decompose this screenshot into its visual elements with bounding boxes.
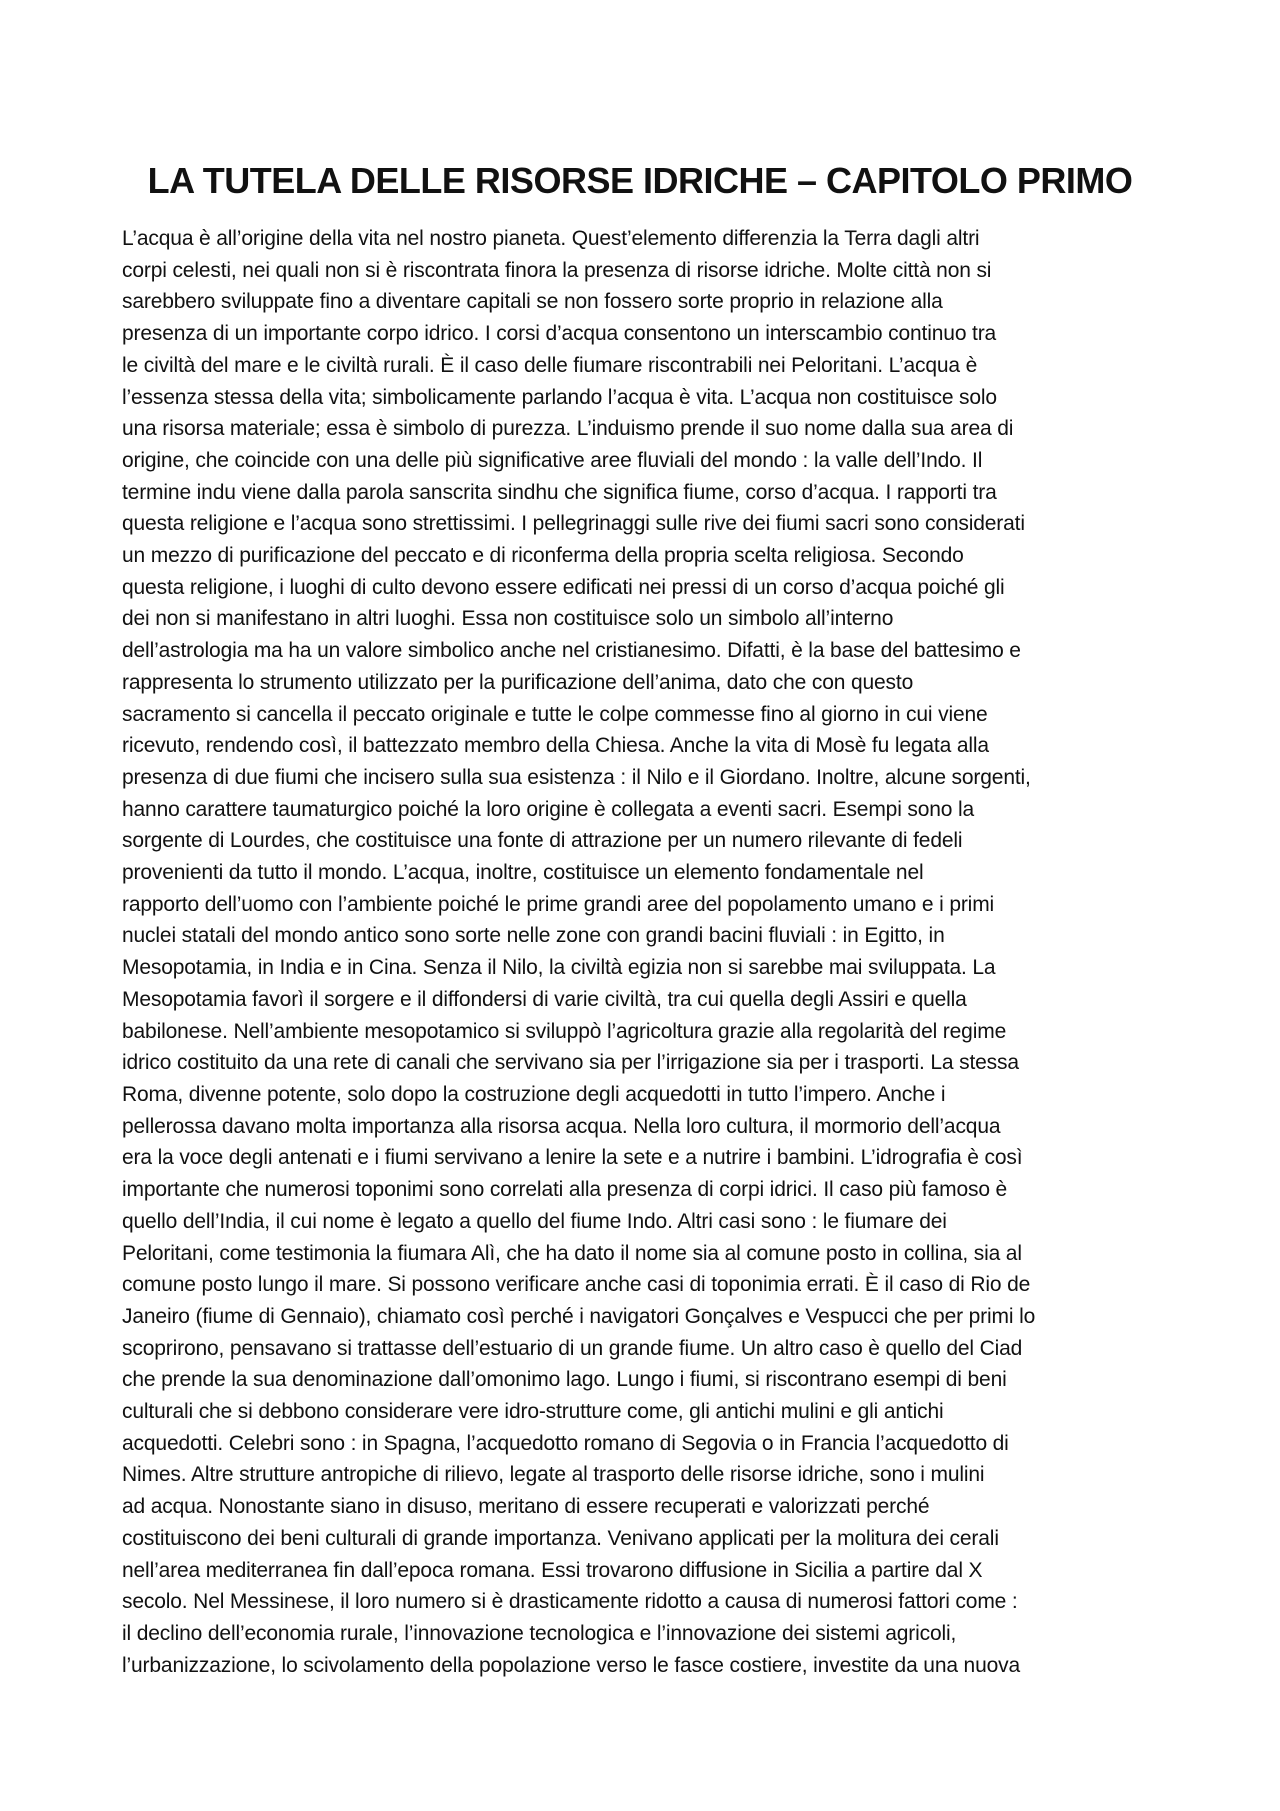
body-text-line: rapporto dell’uomo con l’ambiente poiché le prime grandi aree del popolamento umano e i primi <box>122 892 995 916</box>
body-text-line: dei non si manifestano in altri luoghi. Essa non costituisce solo un simbolo all’interno <box>122 607 894 631</box>
body-text-line: sacramento si cancella il peccato originale e tutte le colpe commesse fino al giorno in cui viene <box>122 702 988 726</box>
body-text-line: origine, che coincide con una delle più significative aree fluviali del mondo : la valle dell’Indo. Il <box>122 448 983 472</box>
body-text-line: acquedotti. Celebri sono : in Spagna, l’acquedotto romano di Segovia o in Francia l’acquedotto di <box>122 1431 1009 1455</box>
body-text-line: una risorsa materiale; essa è simbolo di purezza. L’induismo prende il suo nome dalla sua area di <box>122 417 1014 441</box>
body-text-line: comune posto lungo il mare. Si possono verificare anche casi di toponimia errati. È il caso di Rio de <box>122 1273 1031 1297</box>
body-text-line: corpi celesti, nei quali non si è riscontrata finora la presenza di risorse idriche. Molte città non si <box>122 258 992 282</box>
body-text-line: Mesopotamia favorì il sorgere e il diffondersi di varie civiltà, tra cui quella degli Assiri e quella <box>122 987 967 1011</box>
body-text-line: termine indu viene dalla parola sanscrita sindhu che significa fiume, corso d’acqua. I rapporti tra <box>122 480 997 504</box>
body-text-line: un mezzo di purificazione del peccato e di riconferma della propria scelta religiosa. Secondo <box>122 544 964 568</box>
body-text-line: importante che numerosi toponimi sono correlati alla presenza di corpi idrici. Il caso più famoso è <box>122 1178 1008 1202</box>
body-text-line: nuclei statali del mondo antico sono sorte nelle zone con grandi bacini fluviali : in Egitto, in <box>122 924 945 948</box>
document-title: LA TUTELA DELLE RISORSE IDRICHE – CAPITOLO PRIMO <box>147 160 1133 201</box>
body-text-line: questa religione e l’acqua sono strettissimi. I pellegrinaggi sulle rive dei fiumi sacri sono considerati <box>122 512 1025 536</box>
body-text-line: il declino dell’economia rurale, l’innovazione tecnologica e l’innovazione dei sistemi agricoli, <box>122 1621 957 1645</box>
body-text-line: presenza di due fiumi che incisero sulla sua esistenza : il Nilo e il Giordano. Inoltre, alcune sorgenti, <box>122 765 1031 789</box>
body-text-line: dell’astrologia ma ha un valore simbolico anche nel cristianesimo. Difatti, è la base del battesimo e <box>122 639 1021 663</box>
body-text-line: le civiltà del mare e le civiltà rurali. È il caso delle fiumare riscontrabili nei Peloritani. L’acqua è <box>122 353 978 377</box>
body-text-line: idrico costituito da una rete di canali che servivano sia per l’irrigazione sia per i trasporti. La stessa <box>122 1051 1019 1075</box>
body-text-line: secolo. Nel Messinese, il loro numero si è drasticamente ridotto a causa di numerosi fattori come : <box>122 1590 1018 1614</box>
body-text-line: sarebbero sviluppate fino a diventare capitali se non fossero sorte proprio in relazione alla <box>122 290 943 314</box>
body-text-line: Janeiro (fiume di Gennaio), chiamato così perché i navigatori Gonçalves e Vespucci che per primi lo <box>122 1304 1036 1328</box>
body-text-line: ricevuto, rendendo così, il battezzato membro della Chiesa. Anche la vita di Mosè fu legata alla <box>122 734 989 758</box>
body-text-line: Peloritani, come testimonia la fiumara Alì, che ha dato il nome sia al comune posto in collina, sia al <box>122 1241 1022 1265</box>
body-text-line: l’urbanizzazione, lo scivolamento della popolazione verso le fasce costiere, investite da una nuova <box>122 1653 1021 1677</box>
body-text-line: provenienti da tutto il mondo. L’acqua, inoltre, costituisce un elemento fondamentale nel <box>122 861 924 885</box>
body-text-line: quello dell’India, il cui nome è legato a quello del fiume Indo. Altri casi sono : le fiumare dei <box>122 1209 947 1233</box>
body-text-line: nell’area mediterranea fin dall’epoca romana. Essi trovarono diffusione in Sicilia a partire dal X <box>122 1558 983 1582</box>
body-text-line: presenza di un importante corpo idrico. I corsi d’acqua consentono un interscambio continuo tra <box>122 322 997 346</box>
body-text-line: che prende la sua denominazione dall’omonimo lago. Lungo i fiumi, si riscontrano esempi di beni <box>122 1368 1007 1392</box>
body-text-line: costituiscono dei beni culturali di grande importanza. Venivano applicati per la molitura dei cerali <box>122 1526 999 1550</box>
body-text-line: Nimes. Altre strutture antropiche di rilievo, legate al trasporto delle risorse idriche, sono i mulini <box>122 1463 985 1487</box>
body-text-line: pellerossa davano molta importanza alla risorsa acqua. Nella loro cultura, il mormorio dell’acqua <box>122 1114 1001 1138</box>
body-text-line: L’acqua è all’origine della vita nel nostro pianeta. Quest’elemento differenzia la Terra dagli altri <box>122 227 980 250</box>
body-text-line: questa religione, i luoghi di culto devono essere edificati nei pressi di un corso d’acqua poiché gli <box>122 575 1005 599</box>
body-text-line: scoprirono, pensavano si trattasse dell’estuario di un grande fiume. Un altro caso è quello del Ciad <box>122 1336 1023 1360</box>
body-text-line: sorgente di Lourdes, che costituisce una fonte di attrazione per un numero rilevante di fedeli <box>122 829 963 853</box>
body-text-line: ad acqua. Nonostante siano in disuso, meritano di essere recuperati e valorizzati perché <box>122 1495 930 1519</box>
body-text-line: Roma, divenne potente, solo dopo la costruzione degli acquedotti in tutto l’impero. Anche i <box>122 1082 946 1106</box>
body-text-line: Mesopotamia, in India e in Cina. Senza il Nilo, la civiltà egizia non si sarebbe mai sviluppata. La <box>122 956 996 980</box>
document-body <box>122 223 1174 1681</box>
body-text-line: babilonese. Nell’ambiente mesopotamico si sviluppò l’agricoltura grazie alla regolarità del regime <box>122 1019 1007 1043</box>
body-text-line: era la voce degli antenati e i fiumi servivano a lenire la sete e a nutrire i bambini. L’idrografia è così <box>122 1146 1023 1170</box>
body-text-line: rappresenta lo strumento utilizzato per la purificazione dell’anima, dato che con questo <box>122 670 914 694</box>
body-text-line: hanno carattere taumaturgico poiché la loro origine è collegata a eventi sacri. Esempi sono la <box>122 797 975 821</box>
body-text-line: culturali che si debbono considerare vere idro-strutture come, gli antichi mulini e gli antichi <box>122 1400 944 1424</box>
body-text-line: l’essenza stessa della vita; simbolicamente parlando l’acqua è vita. L’acqua non costituisce solo <box>122 385 997 409</box>
